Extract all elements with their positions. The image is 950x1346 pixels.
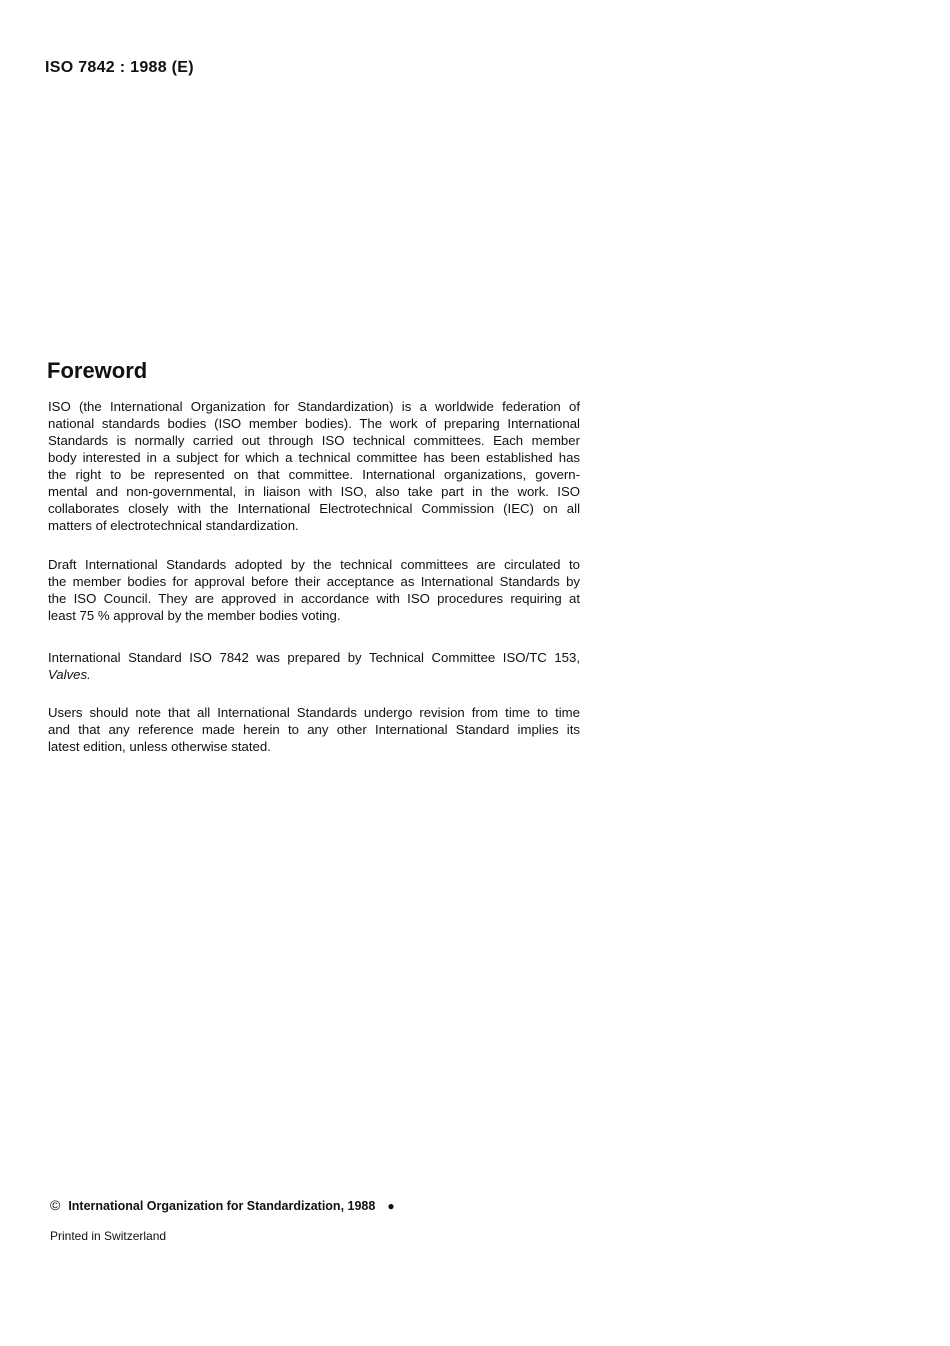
paragraph-line: Users should note that all International Standards undergo revision from time to time bbox=[48, 705, 580, 720]
paragraph-line: the right to be represented on that committee. International organizations, govern- bbox=[48, 467, 580, 482]
paragraph-line: least 75 % approval by the member bodies voting. bbox=[48, 608, 341, 623]
paragraph-line: national standards bodies (ISO member bodies). The work of preparing International bbox=[48, 416, 580, 431]
foreword-paragraph-4 bbox=[48, 704, 580, 755]
bullet-icon: ● bbox=[387, 1199, 395, 1213]
paragraph-line: International Standard ISO 7842 was prepared by Technical Committee ISO/TC 153, bbox=[48, 650, 580, 665]
foreword-paragraph-2 bbox=[48, 556, 580, 624]
document-code: ISO 7842 : 1988 (E) bbox=[45, 59, 194, 76]
copyright-text: International Organization for Standardization, 1988 bbox=[68, 1199, 376, 1213]
foreword-title: Foreword bbox=[47, 358, 148, 383]
foreword-paragraph-3 bbox=[48, 649, 580, 683]
paragraph-line: matters of electrotechnical standardization. bbox=[48, 518, 299, 533]
copyright-line bbox=[50, 1197, 395, 1213]
paragraph-line: the member bodies for approval before their acceptance as International Standards by bbox=[48, 574, 580, 589]
paragraph-line: body interested in a subject for which a technical committee has been established has bbox=[48, 450, 580, 465]
paragraph-line: and that any reference made herein to any other International Standard implies its bbox=[48, 722, 580, 737]
paragraph-line: the ISO Council. They are approved in accordance with ISO procedures requiring at bbox=[48, 591, 580, 606]
committee-name: Valves. bbox=[48, 667, 91, 682]
printed-in: Printed in Switzerland bbox=[50, 1229, 167, 1243]
paragraph-line: Standards is normally carried out through ISO technical committees. Each member bbox=[48, 433, 580, 448]
paragraph-line: collaborates closely with the International Electrotechnical Commission (IEC) on all bbox=[48, 501, 580, 516]
paragraph-line: mental and non-governmental, in liaison with ISO, also take part in the work. ISO bbox=[48, 484, 580, 499]
foreword-paragraph-1 bbox=[48, 398, 580, 534]
paragraph-line: ISO (the International Organization for Standardization) is a worldwide federation of bbox=[48, 399, 580, 414]
paragraph-line: latest edition, unless otherwise stated. bbox=[48, 739, 271, 754]
paragraph-line: Draft International Standards adopted by the technical committees are circulated to bbox=[48, 557, 580, 572]
copyright-icon: © bbox=[50, 1197, 61, 1213]
